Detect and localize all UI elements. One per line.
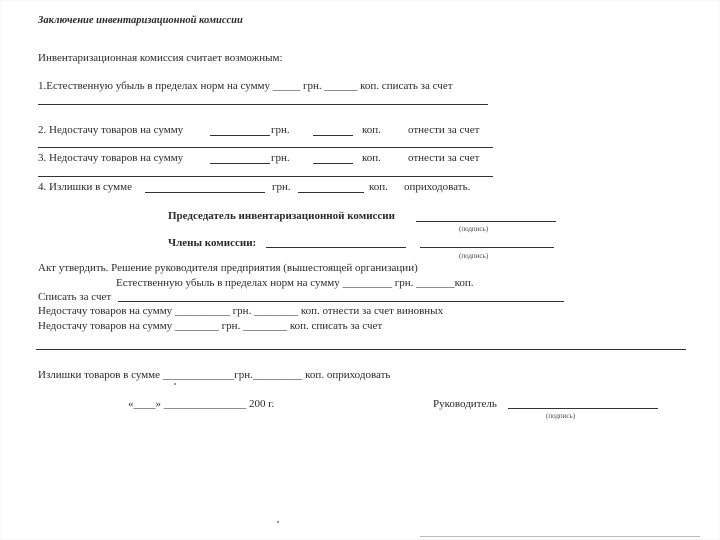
item-4-kop: коп. [369,181,388,193]
members-line-2 [420,247,554,248]
approval-line-4: Недостачу товаров на сумму __________ грн. ________ коп. отнести за счет виновных [38,305,444,317]
item-3-tail: отнести за счет [408,152,480,164]
approval-line-3-blank [118,301,564,302]
chairman-signature-line [416,221,556,222]
item-3-grn-blank [210,163,270,164]
chairman-label: Председатель инвентаризационной комиссии [168,210,395,222]
approval-fill-line [36,349,686,350]
item-1-fill-line [38,104,488,105]
item-4-grn-blank [145,192,265,193]
item-3-kop-blank [313,163,353,164]
head-signature-line [508,408,658,409]
item-3-fill-line [38,176,493,177]
approval-line-5: Недостачу товаров на сумму ________ грн. ________ коп. списать за счет [38,320,383,332]
item-2-kop-blank [313,135,353,136]
approval-line-2: Естественную убыль в пределах норм на сумму _________ грн. _______коп. [116,277,474,289]
item-2-lead: 2. Недостачу товаров на сумму [38,124,184,136]
intro-text: Инвентаризационная комиссия считает возможным: [38,52,283,64]
head-label: Руководитель [433,398,497,410]
item-4-lead: 4. Излишки в сумме [38,181,132,193]
item-3-grn: грн. [271,152,290,164]
scan-speck [174,383,176,385]
item-2-grn-blank [210,135,270,136]
item-2-tail: отнести за счет [408,124,480,136]
chairman-signature-hint: (подпись) [459,225,489,233]
document-title: Заключение инвентаризационной комиссии [38,15,243,26]
members-signature-hint: (подпись) [459,252,489,260]
approval-line-1: Акт утвердить. Решение руководителя предприятия (вышестоящей организации) [38,262,418,274]
item-4-tail: оприходовать. [404,181,471,193]
item-3-lead: 3. Недостачу товаров на сумму [38,152,184,164]
item-4-kop-blank [298,192,364,193]
approval-line-6: Излишки товаров в сумме _____________грн._________ коп. оприходовать [38,369,391,381]
item-4-grn: грн. [272,181,291,193]
item-2-kop: коп. [362,124,381,136]
item-2-grn: грн. [271,124,290,136]
scan-speck [277,521,279,523]
head-signature-hint: (подпись) [546,412,576,420]
item-3-kop: коп. [362,152,381,164]
item-2-fill-line [38,147,493,148]
approval-line-3: Списать за счет [38,291,112,303]
item-1-text: 1.Естественную убыль в пределах норм на сумму _____ грн. ______ коп. списать за счет [38,80,453,92]
members-line-1 [266,247,406,248]
members-label: Члены комиссии: [168,237,257,249]
scan-edge-line [420,536,700,537]
date-line: «____» _______________ 200 г. [128,398,275,410]
